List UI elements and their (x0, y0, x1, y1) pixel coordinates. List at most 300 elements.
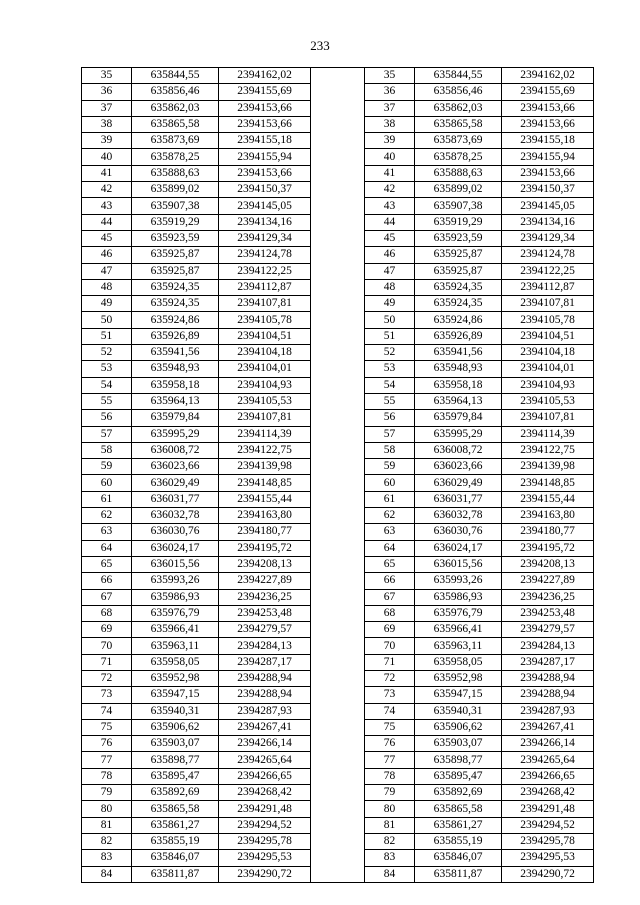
left-x-coordinate-cell: 635919,29 (132, 214, 219, 230)
right-x-coordinate-cell: 635958,05 (415, 654, 502, 670)
right-x-coordinate-cell: 635947,15 (415, 687, 502, 703)
right-point-number-cell: 74 (365, 703, 415, 719)
left-x-coordinate-cell: 636029,49 (132, 475, 219, 491)
left-x-coordinate-cell: 635925,87 (132, 247, 219, 263)
left-point-number-cell: 71 (82, 654, 132, 670)
right-y-coordinate-cell: 2394107,81 (502, 410, 594, 426)
right-x-coordinate-cell: 636031,77 (415, 491, 502, 507)
right-y-coordinate-cell: 2394279,57 (502, 622, 594, 638)
left-y-coordinate-cell: 2394288,94 (219, 670, 311, 686)
right-point-number-cell: 40 (365, 149, 415, 165)
left-point-number-cell: 78 (82, 768, 132, 784)
table-row (82, 540, 594, 556)
left-y-coordinate-cell: 2394180,77 (219, 524, 311, 540)
left-y-coordinate-cell: 2394253,48 (219, 605, 311, 621)
right-x-coordinate-cell: 636029,49 (415, 475, 502, 491)
right-y-coordinate-cell: 2394268,42 (502, 785, 594, 801)
left-x-coordinate-cell: 636030,76 (132, 524, 219, 540)
table-column-gap (311, 230, 365, 246)
right-y-coordinate-cell: 2394162,02 (502, 68, 594, 84)
right-x-coordinate-cell: 635865,58 (415, 116, 502, 132)
left-point-number-cell: 66 (82, 573, 132, 589)
table-column-gap (311, 328, 365, 344)
left-point-number-cell: 55 (82, 393, 132, 409)
table-column-gap (311, 540, 365, 556)
left-x-coordinate-cell: 635888,63 (132, 165, 219, 181)
right-y-coordinate-cell: 2394236,25 (502, 589, 594, 605)
table-row (82, 100, 594, 116)
right-x-coordinate-cell: 635861,27 (415, 817, 502, 833)
left-x-coordinate-cell: 635958,05 (132, 654, 219, 670)
table-row (82, 589, 594, 605)
left-y-coordinate-cell: 2394163,80 (219, 508, 311, 524)
right-y-coordinate-cell: 2394107,81 (502, 296, 594, 312)
left-point-number-cell: 65 (82, 556, 132, 572)
right-x-coordinate-cell: 635995,29 (415, 426, 502, 442)
left-x-coordinate-cell: 635926,89 (132, 328, 219, 344)
table-row (82, 312, 594, 328)
left-point-number-cell: 40 (82, 149, 132, 165)
right-x-coordinate-cell: 635907,38 (415, 198, 502, 214)
left-point-number-cell: 73 (82, 687, 132, 703)
right-y-coordinate-cell: 2394105,78 (502, 312, 594, 328)
right-y-coordinate-cell: 2394195,72 (502, 540, 594, 556)
right-point-number-cell: 57 (365, 426, 415, 442)
left-y-coordinate-cell: 2394284,13 (219, 638, 311, 654)
right-point-number-cell: 35 (365, 68, 415, 84)
table-column-gap (311, 263, 365, 279)
left-x-coordinate-cell: 635993,26 (132, 573, 219, 589)
table-row (82, 687, 594, 703)
left-y-coordinate-cell: 2394265,64 (219, 752, 311, 768)
table-column-gap (311, 133, 365, 149)
left-point-number-cell: 77 (82, 752, 132, 768)
right-x-coordinate-cell: 636030,76 (415, 524, 502, 540)
left-x-coordinate-cell: 635878,25 (132, 149, 219, 165)
left-point-number-cell: 67 (82, 589, 132, 605)
table-column-gap (311, 100, 365, 116)
table-row (82, 736, 594, 752)
right-point-number-cell: 60 (365, 475, 415, 491)
right-x-coordinate-cell: 635979,84 (415, 410, 502, 426)
right-y-coordinate-cell: 2394139,98 (502, 459, 594, 475)
right-point-number-cell: 45 (365, 230, 415, 246)
table-column-gap (311, 605, 365, 621)
table-row (82, 247, 594, 263)
table-column-gap (311, 214, 365, 230)
table-row (82, 654, 594, 670)
left-y-coordinate-cell: 2394155,94 (219, 149, 311, 165)
left-y-coordinate-cell: 2394112,87 (219, 279, 311, 295)
right-y-coordinate-cell: 2394266,14 (502, 736, 594, 752)
table-column-gap (311, 475, 365, 491)
table-row (82, 866, 594, 882)
table-row (82, 817, 594, 833)
table-column-gap (311, 165, 365, 181)
table-row (82, 556, 594, 572)
right-y-coordinate-cell: 2394265,64 (502, 752, 594, 768)
right-x-coordinate-cell: 635903,07 (415, 736, 502, 752)
right-x-coordinate-cell: 635964,13 (415, 393, 502, 409)
left-x-coordinate-cell: 635865,58 (132, 801, 219, 817)
coordinates-table (81, 67, 594, 883)
right-point-number-cell: 39 (365, 133, 415, 149)
left-y-coordinate-cell: 2394122,75 (219, 442, 311, 458)
table-column-gap (311, 768, 365, 784)
table-row (82, 622, 594, 638)
right-point-number-cell: 72 (365, 670, 415, 686)
left-point-number-cell: 69 (82, 622, 132, 638)
left-y-coordinate-cell: 2394122,25 (219, 263, 311, 279)
right-point-number-cell: 71 (365, 654, 415, 670)
table-row (82, 833, 594, 849)
right-y-coordinate-cell: 2394122,25 (502, 263, 594, 279)
left-y-coordinate-cell: 2394153,66 (219, 100, 311, 116)
right-point-number-cell: 38 (365, 116, 415, 132)
right-point-number-cell: 36 (365, 84, 415, 100)
left-point-number-cell: 60 (82, 475, 132, 491)
right-x-coordinate-cell: 635941,56 (415, 345, 502, 361)
left-y-coordinate-cell: 2394195,72 (219, 540, 311, 556)
left-y-coordinate-cell: 2394105,53 (219, 393, 311, 409)
right-x-coordinate-cell: 636023,66 (415, 459, 502, 475)
right-point-number-cell: 83 (365, 850, 415, 866)
right-point-number-cell: 67 (365, 589, 415, 605)
right-point-number-cell: 46 (365, 247, 415, 263)
right-x-coordinate-cell: 635925,87 (415, 263, 502, 279)
table-row (82, 752, 594, 768)
left-x-coordinate-cell: 635923,59 (132, 230, 219, 246)
right-y-coordinate-cell: 2394163,80 (502, 508, 594, 524)
right-y-coordinate-cell: 2394295,53 (502, 850, 594, 866)
left-y-coordinate-cell: 2394139,98 (219, 459, 311, 475)
table-row (82, 296, 594, 312)
left-point-number-cell: 70 (82, 638, 132, 654)
left-y-coordinate-cell: 2394129,34 (219, 230, 311, 246)
left-y-coordinate-cell: 2394114,39 (219, 426, 311, 442)
left-y-coordinate-cell: 2394290,72 (219, 866, 311, 882)
left-y-coordinate-cell: 2394124,78 (219, 247, 311, 263)
right-y-coordinate-cell: 2394253,48 (502, 605, 594, 621)
right-x-coordinate-cell: 635952,98 (415, 670, 502, 686)
left-point-number-cell: 38 (82, 116, 132, 132)
left-point-number-cell: 79 (82, 785, 132, 801)
left-point-number-cell: 81 (82, 817, 132, 833)
right-x-coordinate-cell: 635906,62 (415, 719, 502, 735)
left-y-coordinate-cell: 2394145,05 (219, 198, 311, 214)
left-point-number-cell: 45 (82, 230, 132, 246)
left-y-coordinate-cell: 2394295,53 (219, 850, 311, 866)
table-column-gap (311, 573, 365, 589)
right-x-coordinate-cell: 635924,35 (415, 279, 502, 295)
left-point-number-cell: 84 (82, 866, 132, 882)
right-point-number-cell: 66 (365, 573, 415, 589)
left-y-coordinate-cell: 2394107,81 (219, 410, 311, 426)
left-point-number-cell: 61 (82, 491, 132, 507)
table-row (82, 491, 594, 507)
left-point-number-cell: 74 (82, 703, 132, 719)
table-row (82, 345, 594, 361)
table-row (82, 719, 594, 735)
right-point-number-cell: 53 (365, 361, 415, 377)
left-x-coordinate-cell: 635861,27 (132, 817, 219, 833)
right-point-number-cell: 52 (365, 345, 415, 361)
table-column-gap (311, 377, 365, 393)
table-column-gap (311, 426, 365, 442)
table-column-gap (311, 719, 365, 735)
right-x-coordinate-cell: 635919,29 (415, 214, 502, 230)
right-x-coordinate-cell: 636024,17 (415, 540, 502, 556)
page-number: 233 (310, 38, 330, 53)
right-x-coordinate-cell: 635888,63 (415, 165, 502, 181)
right-x-coordinate-cell: 635924,86 (415, 312, 502, 328)
left-x-coordinate-cell: 635940,31 (132, 703, 219, 719)
right-x-coordinate-cell: 635925,87 (415, 247, 502, 263)
table-row (82, 426, 594, 442)
right-y-coordinate-cell: 2394288,94 (502, 670, 594, 686)
left-x-coordinate-cell: 635873,69 (132, 133, 219, 149)
left-y-coordinate-cell: 2394134,16 (219, 214, 311, 230)
right-x-coordinate-cell: 635993,26 (415, 573, 502, 589)
right-y-coordinate-cell: 2394155,44 (502, 491, 594, 507)
table-row (82, 850, 594, 866)
left-x-coordinate-cell: 635856,46 (132, 84, 219, 100)
right-y-coordinate-cell: 2394150,37 (502, 182, 594, 198)
table-column-gap (311, 833, 365, 849)
left-point-number-cell: 46 (82, 247, 132, 263)
left-y-coordinate-cell: 2394162,02 (219, 68, 311, 84)
left-x-coordinate-cell: 635941,56 (132, 345, 219, 361)
left-point-number-cell: 35 (82, 68, 132, 84)
left-point-number-cell: 62 (82, 508, 132, 524)
left-point-number-cell: 37 (82, 100, 132, 116)
left-x-coordinate-cell: 635976,79 (132, 605, 219, 621)
right-x-coordinate-cell: 635976,79 (415, 605, 502, 621)
table-row (82, 68, 594, 84)
table-row (82, 670, 594, 686)
left-y-coordinate-cell: 2394294,52 (219, 817, 311, 833)
table-column-gap (311, 817, 365, 833)
right-y-coordinate-cell: 2394153,66 (502, 165, 594, 181)
table-row (82, 214, 594, 230)
table-column-gap (311, 345, 365, 361)
left-x-coordinate-cell: 635948,93 (132, 361, 219, 377)
right-y-coordinate-cell: 2394145,05 (502, 198, 594, 214)
left-x-coordinate-cell: 635862,03 (132, 100, 219, 116)
left-y-coordinate-cell: 2394291,48 (219, 801, 311, 817)
table-column-gap (311, 149, 365, 165)
right-x-coordinate-cell: 635865,58 (415, 801, 502, 817)
right-point-number-cell: 78 (365, 768, 415, 784)
table-column-gap (311, 801, 365, 817)
table-row (82, 182, 594, 198)
left-point-number-cell: 48 (82, 279, 132, 295)
table-column-gap (311, 687, 365, 703)
left-point-number-cell: 39 (82, 133, 132, 149)
left-x-coordinate-cell: 635811,87 (132, 866, 219, 882)
left-point-number-cell: 63 (82, 524, 132, 540)
left-y-coordinate-cell: 2394107,81 (219, 296, 311, 312)
table-row (82, 328, 594, 344)
table-row (82, 573, 594, 589)
table-row (82, 703, 594, 719)
table-column-gap (311, 68, 365, 84)
left-x-coordinate-cell: 635924,35 (132, 296, 219, 312)
right-y-coordinate-cell: 2394124,78 (502, 247, 594, 263)
left-y-coordinate-cell: 2394288,94 (219, 687, 311, 703)
left-x-coordinate-cell: 635895,47 (132, 768, 219, 784)
table-row (82, 768, 594, 784)
table-row (82, 377, 594, 393)
table-row (82, 393, 594, 409)
right-x-coordinate-cell: 635940,31 (415, 703, 502, 719)
left-x-coordinate-cell: 636008,72 (132, 442, 219, 458)
table-column-gap (311, 785, 365, 801)
table-column-gap (311, 703, 365, 719)
right-point-number-cell: 63 (365, 524, 415, 540)
right-x-coordinate-cell: 635855,19 (415, 833, 502, 849)
left-point-number-cell: 76 (82, 736, 132, 752)
left-y-coordinate-cell: 2394268,42 (219, 785, 311, 801)
table-column-gap (311, 182, 365, 198)
table-column-gap (311, 410, 365, 426)
table-column-gap (311, 752, 365, 768)
right-x-coordinate-cell: 635963,11 (415, 638, 502, 654)
table-column-gap (311, 84, 365, 100)
right-x-coordinate-cell: 635958,18 (415, 377, 502, 393)
right-point-number-cell: 47 (365, 263, 415, 279)
right-point-number-cell: 42 (365, 182, 415, 198)
left-point-number-cell: 59 (82, 459, 132, 475)
right-y-coordinate-cell: 2394287,17 (502, 654, 594, 670)
table-row (82, 442, 594, 458)
right-x-coordinate-cell: 635844,55 (415, 68, 502, 84)
table-column-gap (311, 850, 365, 866)
right-x-coordinate-cell: 635862,03 (415, 100, 502, 116)
left-y-coordinate-cell: 2394105,78 (219, 312, 311, 328)
right-y-coordinate-cell: 2394295,78 (502, 833, 594, 849)
left-x-coordinate-cell: 636015,56 (132, 556, 219, 572)
left-x-coordinate-cell: 635855,19 (132, 833, 219, 849)
right-x-coordinate-cell: 635811,87 (415, 866, 502, 882)
table-column-gap (311, 247, 365, 263)
right-y-coordinate-cell: 2394105,53 (502, 393, 594, 409)
right-point-number-cell: 81 (365, 817, 415, 833)
left-point-number-cell: 58 (82, 442, 132, 458)
left-y-coordinate-cell: 2394104,51 (219, 328, 311, 344)
right-point-number-cell: 49 (365, 296, 415, 312)
table-column-gap (311, 198, 365, 214)
left-y-coordinate-cell: 2394104,01 (219, 361, 311, 377)
right-y-coordinate-cell: 2394153,66 (502, 116, 594, 132)
left-y-coordinate-cell: 2394153,66 (219, 116, 311, 132)
right-y-coordinate-cell: 2394208,13 (502, 556, 594, 572)
table-row (82, 263, 594, 279)
table-column-gap (311, 670, 365, 686)
left-y-coordinate-cell: 2394267,41 (219, 719, 311, 735)
right-point-number-cell: 75 (365, 719, 415, 735)
left-y-coordinate-cell: 2394155,69 (219, 84, 311, 100)
right-y-coordinate-cell: 2394291,48 (502, 801, 594, 817)
right-y-coordinate-cell: 2394122,75 (502, 442, 594, 458)
left-x-coordinate-cell: 635898,77 (132, 752, 219, 768)
left-y-coordinate-cell: 2394266,14 (219, 736, 311, 752)
left-y-coordinate-cell: 2394155,18 (219, 133, 311, 149)
left-point-number-cell: 47 (82, 263, 132, 279)
left-y-coordinate-cell: 2394104,93 (219, 377, 311, 393)
right-point-number-cell: 43 (365, 198, 415, 214)
table-row (82, 116, 594, 132)
right-y-coordinate-cell: 2394104,51 (502, 328, 594, 344)
right-point-number-cell: 56 (365, 410, 415, 426)
left-x-coordinate-cell: 635995,29 (132, 426, 219, 442)
left-x-coordinate-cell: 635947,15 (132, 687, 219, 703)
table-column-gap (311, 459, 365, 475)
left-point-number-cell: 64 (82, 540, 132, 556)
left-x-coordinate-cell: 635844,55 (132, 68, 219, 84)
right-y-coordinate-cell: 2394134,16 (502, 214, 594, 230)
left-x-coordinate-cell: 635986,93 (132, 589, 219, 605)
table-column-gap (311, 638, 365, 654)
left-x-coordinate-cell: 635907,38 (132, 198, 219, 214)
left-y-coordinate-cell: 2394227,89 (219, 573, 311, 589)
left-y-coordinate-cell: 2394104,18 (219, 345, 311, 361)
right-point-number-cell: 69 (365, 622, 415, 638)
right-y-coordinate-cell: 2394155,94 (502, 149, 594, 165)
right-x-coordinate-cell: 635898,77 (415, 752, 502, 768)
table-row (82, 638, 594, 654)
left-point-number-cell: 82 (82, 833, 132, 849)
left-y-coordinate-cell: 2394153,66 (219, 165, 311, 181)
left-x-coordinate-cell: 635963,11 (132, 638, 219, 654)
table-row (82, 605, 594, 621)
table-row (82, 459, 594, 475)
left-x-coordinate-cell: 635958,18 (132, 377, 219, 393)
left-x-coordinate-cell: 636024,17 (132, 540, 219, 556)
right-x-coordinate-cell: 635966,41 (415, 622, 502, 638)
right-point-number-cell: 58 (365, 442, 415, 458)
right-x-coordinate-cell: 635924,35 (415, 296, 502, 312)
right-x-coordinate-cell: 636032,78 (415, 508, 502, 524)
left-point-number-cell: 56 (82, 410, 132, 426)
left-point-number-cell: 72 (82, 670, 132, 686)
table-column-gap (311, 589, 365, 605)
left-x-coordinate-cell: 635865,58 (132, 116, 219, 132)
left-point-number-cell: 52 (82, 345, 132, 361)
right-y-coordinate-cell: 2394114,39 (502, 426, 594, 442)
left-x-coordinate-cell: 636031,77 (132, 491, 219, 507)
left-point-number-cell: 42 (82, 182, 132, 198)
left-point-number-cell: 49 (82, 296, 132, 312)
left-x-coordinate-cell: 635979,84 (132, 410, 219, 426)
left-y-coordinate-cell: 2394150,37 (219, 182, 311, 198)
right-x-coordinate-cell: 635873,69 (415, 133, 502, 149)
left-x-coordinate-cell: 636032,78 (132, 508, 219, 524)
table-row (82, 84, 594, 100)
right-y-coordinate-cell: 2394104,18 (502, 345, 594, 361)
right-x-coordinate-cell: 635948,93 (415, 361, 502, 377)
table-column-gap (311, 279, 365, 295)
right-point-number-cell: 82 (365, 833, 415, 849)
coordinates-table-body (82, 68, 594, 883)
left-y-coordinate-cell: 2394295,78 (219, 833, 311, 849)
left-point-number-cell: 41 (82, 165, 132, 181)
table-column-gap (311, 442, 365, 458)
table-column-gap (311, 116, 365, 132)
right-y-coordinate-cell: 2394266,65 (502, 768, 594, 784)
left-x-coordinate-cell: 635899,02 (132, 182, 219, 198)
right-y-coordinate-cell: 2394104,93 (502, 377, 594, 393)
